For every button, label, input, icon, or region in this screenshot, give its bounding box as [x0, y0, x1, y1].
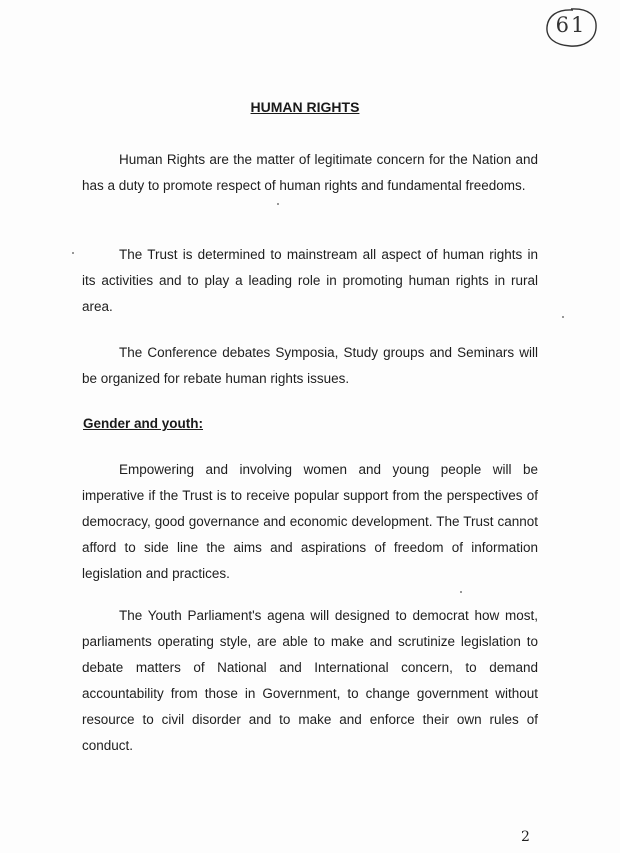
paragraph-trust-mainstream: The Trust is determined to mainstream all aspect of human rights in its activities and to play a leading role in promoting human rights in rural area.	[82, 247, 538, 314]
page-title: HUMAN RIGHTS	[250, 99, 360, 115]
scan-speck	[562, 316, 564, 318]
paragraph-human-rights-concern: Human Rights are the matter of legitimate concern for the Nation and has a duty to promote respect of human rights and fundamental freedoms.	[82, 152, 538, 193]
paragraph-conference-debates: The Conference debates Symposia, Study groups and Seminars will be organized for rebate human rights issues.	[82, 345, 538, 386]
paragraph-empowering-women-youth: Empowering and involving women and young people will be imperative if the Trust is to receive popular support from the perspectives of democracy, good governance and economic development. The Trust cannot afford to side line the aims and aspirations of freedom of information legislation and practices.	[82, 462, 538, 581]
scan-speck	[277, 203, 279, 205]
handwritten-page-marker	[543, 6, 599, 50]
scan-speck	[460, 591, 462, 593]
section-heading-gender-youth: Gender and youth:	[83, 416, 204, 431]
page-marker-text: 61	[555, 13, 587, 37]
scan-speck	[72, 252, 74, 254]
paragraph-youth-parliament: The Youth Parliament's agena will designed to democrat how most, parliaments operating style, are able to make and scrutinize legislation to debate matters of National and International concern, to demand accountability from those in Government, to change government without resource to civil disorder and to make and enforce their own rules of conduct.	[82, 608, 538, 753]
page-number: 2	[521, 829, 530, 845]
